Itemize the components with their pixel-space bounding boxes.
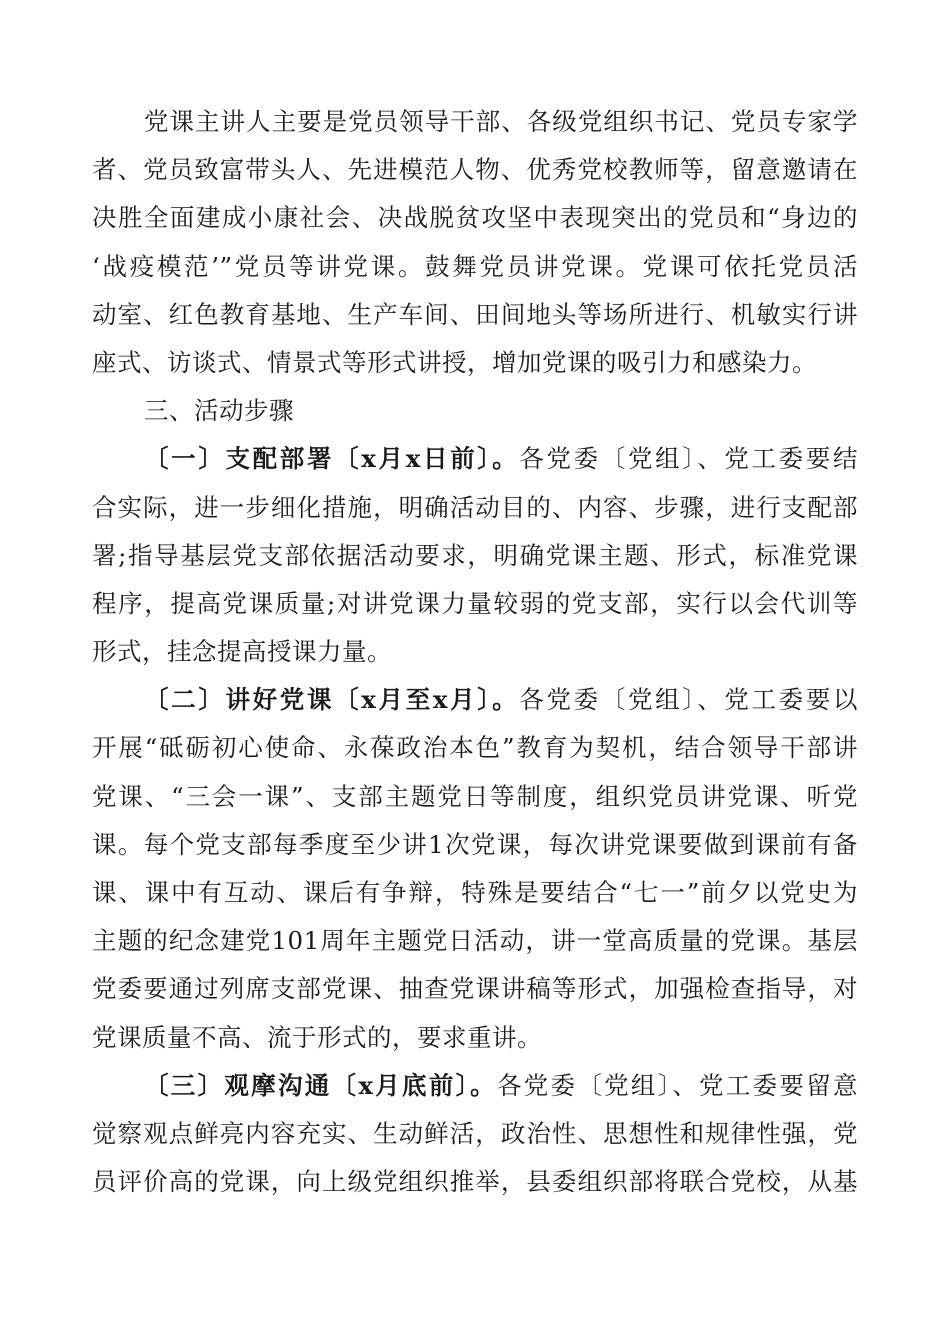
step2-line-6: 主题的纪念建党101周年主题党日活动，讲一堂高质量的党课。基层 [92,926,858,956]
document-page [92,98,858,1206]
para1-line-2: 者、党员致富带头人、先进模范人物、优秀党校教师等，留意邀请在 [92,155,858,185]
step3-title: 〔三〕观摩沟通〔x月底前〕。 [144,1070,497,1100]
section-heading: 三、活动步骤 [144,396,294,426]
para1-line-3: 决胜全面建成小康社会、决战脱贫攻坚中表现突出的党员和“身边的 [92,203,858,233]
step1-first-line-text: 各党委〔党组〕、党工委要结 [519,444,858,474]
step2-line-3: 党课、“三会一课”、支部主题党日等制度，组织党员讲党课、听党 [92,781,858,811]
step2-line-7: 党委要通过列席支部党课、抽查党课讲稿等形式，加强检查指导，对 [92,974,858,1004]
step1-line-3: 署;指导基层党支部依据活动要求，明确党课主题、形式，标准党课 [92,540,858,570]
para1-line-1: 党课主讲人主要是党员领导干部、各级党组织书记、党员专家学 [144,107,858,136]
step2-line-5: 课、课中有互动、课后有争辩，特殊是要结合“七一”前夕以党史为 [92,878,858,907]
step2-line-4: 课。每个党支部每季度至少讲1次党课，每次讲党课要做到课前有备 [92,829,858,859]
step1-title: 〔一〕支配部署〔x月x日前〕。 [144,444,520,474]
step2-first-line-text: 各党委〔党组〕、党工委要以 [519,685,858,715]
step2-line-8: 党课质量不高、流于形式的，要求重讲。 [92,1022,542,1052]
step2-title: 〔二〕讲好党课〔x月至x月〕。 [144,685,520,715]
para1-line-5: 动室、红色教育基地、生产车间、田间地头等场所进行、机敏实行讲 [92,299,858,329]
step3-first-line-text: 各党委〔党组〕、党工委要留意 [496,1070,859,1100]
step1-line-5: 形式，挂念提高授课力量。 [92,637,392,667]
step1-line-4: 程序，提高党课质量;对讲党课力量较弱的党支部，实行以会代训等 [92,588,858,618]
step3-line-2: 觉察观点鲜亮内容充实、生动鲜活，政治性、思想性和规律性强，党 [92,1118,858,1148]
para1-line-6: 座式、访谈式、情景式等形式讲授，增加党课的吸引力和感染力。 [92,347,817,377]
step3-first-line [92,1062,858,1110]
para1-line-4: ‘战疫模范’”党员等讲党课。鼓舞党员讲党课。党课可依托党员活 [92,251,858,281]
step3-line-3: 员评价高的党课，向上级党组织推举，县委组织部将联合党校，从基 [92,1167,858,1197]
step1-line-2: 合实际，进一步细化措施，明确活动目的、内容、步骤，进行支配部 [92,492,858,522]
step2-line-2: 开展“砥砺初心使命、永葆政治本色”教育为契机，结合领导干部讲 [92,733,858,763]
step2-first-line [92,676,858,724]
step1-first-line [92,435,858,483]
